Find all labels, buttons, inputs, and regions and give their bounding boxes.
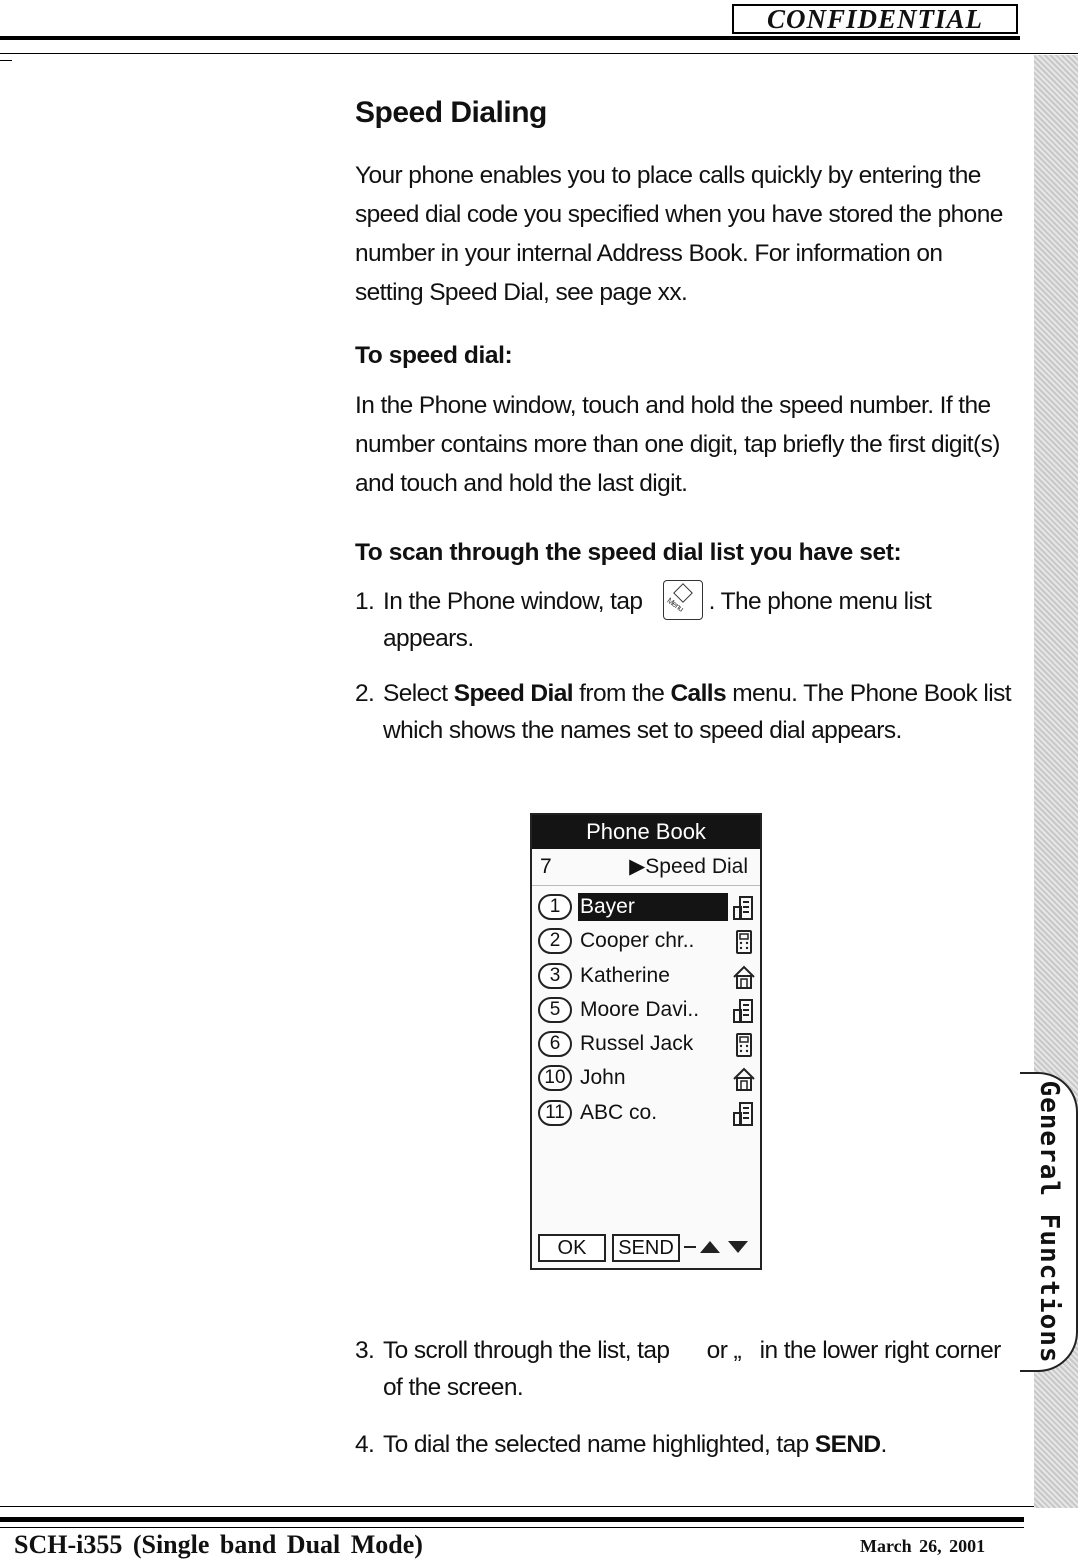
footer-date: March 26, 2001: [860, 1536, 986, 1556]
mobile-icon: [732, 1032, 756, 1058]
step-1-text-before: In the Phone window, tap: [383, 588, 643, 615]
office-icon: [732, 998, 756, 1024]
scroll-down-arrow-icon[interactable]: [728, 1241, 748, 1253]
phone-book-screenshot: [530, 813, 762, 1270]
step-4: [355, 1426, 1015, 1463]
home-icon: [732, 964, 756, 990]
step-2-text-3: menu. The Phone Book list which shows the names set to speed dial appears.: [383, 680, 1011, 744]
to-speed-dial-body: In the Phone window, touch and hold the speed number. If the number contains more than one digit, tap briefly the first digit(s) and touch and hold the last digit.: [355, 392, 1000, 497]
intro-paragraph: Your phone enables you to place calls quickly by entering the speed dial code you specified when you have stored the phone number in your internal Address Book. For information on setting Speed Dial, see page xx.: [355, 162, 1003, 306]
confidential-stamp: CONFIDENTIAL: [732, 4, 1018, 34]
phone-book-toolbar: [536, 1232, 758, 1264]
entry-name: Moore Davi..: [580, 997, 700, 1021]
step-4-send: SEND: [814, 1431, 881, 1458]
step-3-text: To scroll through the list, tap or „ in the lower right corner of the screen.: [383, 1337, 1007, 1401]
entry-name: Russel Jack: [580, 1032, 694, 1056]
speed-dial-number-badge: 3: [538, 963, 572, 989]
phone-book-entry[interactable]: [536, 1097, 758, 1131]
home-icon: [732, 1066, 756, 1092]
step-3-number: 3.: [355, 1337, 375, 1364]
speed-dial-number-badge: 10: [538, 1065, 572, 1091]
mobile-icon: [732, 929, 756, 955]
speed-dial-number-badge: 6: [538, 1031, 572, 1057]
office-icon: [732, 1101, 756, 1127]
office-icon: [732, 895, 756, 921]
entry-name: John: [580, 1066, 626, 1090]
step-1: [355, 583, 1015, 657]
phone-book-category: ▶Speed Dial: [629, 855, 748, 878]
footer-model: SCH-i355 (Single band Dual Mode): [14, 1530, 423, 1559]
phone-book-entry[interactable]: [536, 960, 758, 994]
section-title: Speed Dialing: [355, 96, 547, 129]
to-scan-heading: To scan through the speed dial list you have set:: [355, 539, 902, 566]
step-4-text: To dial the selected name highlighted, tap: [383, 1431, 815, 1458]
to-speed-dial-heading: To speed dial:: [355, 342, 513, 369]
menu-icon-text: Menu: [664, 595, 685, 613]
side-tab-label: General Functions: [1034, 1080, 1064, 1364]
speed-dial-number-badge: 1: [538, 894, 572, 920]
lower-steps: [355, 1332, 1015, 1463]
ok-button[interactable]: OK: [538, 1234, 606, 1262]
phone-book-entry[interactable]: [536, 994, 758, 1028]
scroll-up-arrow-icon[interactable]: [700, 1241, 720, 1253]
header-rule-thick: [0, 36, 1020, 40]
footer-rule-thin: [0, 1506, 1034, 1507]
step-2-text-2: from the: [572, 680, 671, 707]
send-button[interactable]: SEND: [612, 1234, 680, 1262]
step-2-text-1: Select: [383, 680, 454, 707]
header-rule-thin: [0, 53, 1078, 54]
menu-icon: [663, 580, 703, 620]
phone-book-list: [536, 891, 758, 1131]
speed-dial-number-badge: 2: [538, 928, 572, 954]
speed-dial-number-badge: 5: [538, 997, 572, 1023]
step-2-number: 2.: [355, 680, 375, 707]
toolbar-dash: [684, 1246, 696, 1248]
step-1-number: 1.: [355, 588, 375, 615]
footer-rule-thin-2: [0, 1527, 1024, 1528]
step-2: [355, 675, 1015, 749]
entry-name: ABC co.: [580, 1100, 658, 1124]
entry-name: Katherine: [580, 963, 670, 987]
step-4-end: .: [880, 1431, 887, 1458]
phone-book-entry[interactable]: [536, 891, 758, 925]
phone-book-subheader: [532, 849, 760, 886]
step-2-speed-dial: Speed Dial: [453, 680, 573, 707]
margin-tick: [0, 60, 12, 61]
entry-name: Cooper chr..: [580, 929, 695, 953]
main-content: [355, 96, 1015, 749]
phone-book-entry[interactable]: [536, 925, 758, 959]
phone-book-entry[interactable]: [536, 1028, 758, 1062]
step-1-text-after: . The phone menu list appears.: [383, 588, 932, 652]
phone-book-count: 7: [540, 855, 552, 878]
phone-book-title: Phone Book: [532, 815, 760, 849]
speed-dial-number-badge: 11: [538, 1100, 572, 1126]
step-2-calls: Calls: [670, 680, 727, 707]
entry-name: Bayer: [578, 893, 728, 921]
step-3: [355, 1332, 1015, 1406]
footer-rule-thick: [0, 1517, 1024, 1522]
step-4-number: 4.: [355, 1431, 375, 1458]
phone-book-entry[interactable]: [536, 1062, 758, 1096]
